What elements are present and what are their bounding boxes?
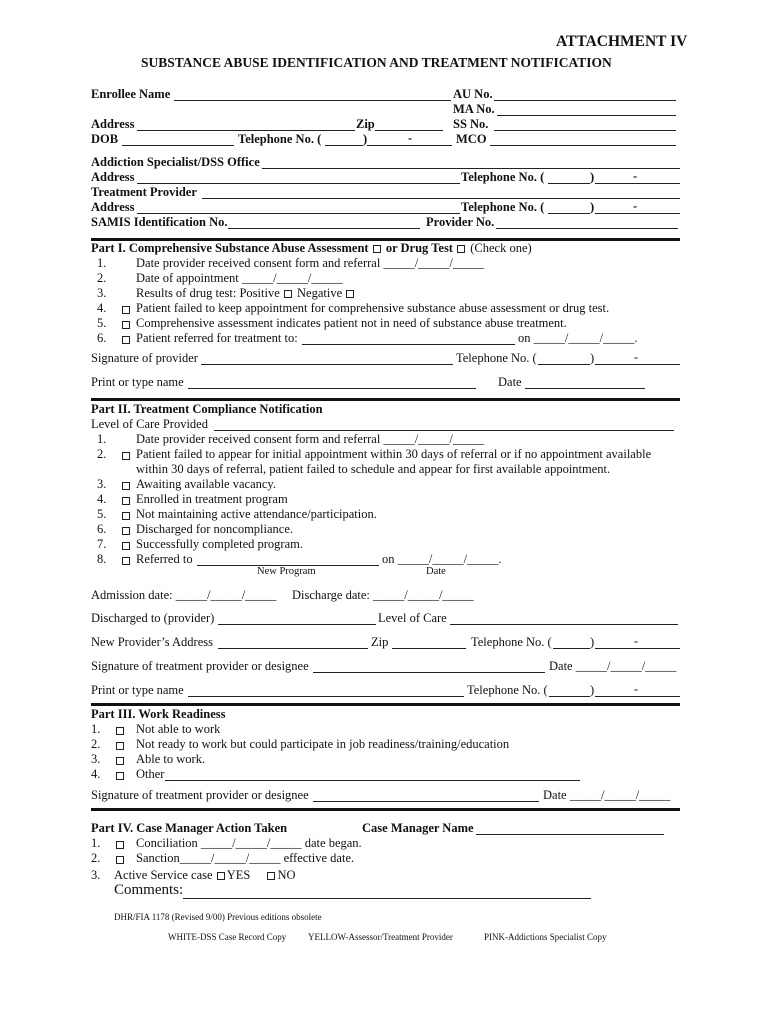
part2-item-6-checkbox[interactable] <box>122 527 130 535</box>
discharged-to-label: Discharged to (provider) <box>91 611 215 625</box>
part2-item-2-num: 2. <box>97 447 107 461</box>
part1-item-2-num: 2. <box>97 271 107 285</box>
drug-test-checkbox[interactable] <box>457 245 465 253</box>
part1-telephone-label: Telephone No. ( <box>456 351 537 365</box>
referred-treatment-field[interactable] <box>302 344 515 345</box>
provider-no-field[interactable] <box>496 228 678 229</box>
agency-telephone-number[interactable] <box>595 183 680 184</box>
mco-label: MCO <box>456 132 487 146</box>
positive-checkbox[interactable] <box>284 290 292 298</box>
part2-item-8-checkbox[interactable] <box>122 557 130 565</box>
provider-telephone-close: ) <box>590 200 595 214</box>
part1-telephone-close: ) <box>590 351 595 365</box>
part2-print-label: Print or type name <box>91 683 184 697</box>
part3-item-2-num: 2. <box>91 737 101 751</box>
part3-item-2-checkbox[interactable] <box>116 742 124 750</box>
dob-label: DOB <box>91 132 119 146</box>
divider-part3 <box>91 703 680 706</box>
yellow-copy: YELLOW-Assessor/Treatment Provider <box>308 932 453 942</box>
mco-field[interactable] <box>490 145 676 146</box>
part1-item-6-checkbox[interactable] <box>122 336 130 344</box>
discharge-date: Discharge date: _____/_____/_____ <box>292 588 474 602</box>
part3-signature-label: Signature of treatment provider or designee <box>91 788 309 802</box>
part2-print-telephone-label: Telephone No. ( <box>467 683 548 697</box>
part3-item-3-checkbox[interactable] <box>116 757 124 765</box>
case-manager-name-field[interactable] <box>476 834 664 835</box>
telephone-dash: - <box>408 131 413 145</box>
part2-print-telephone-close: ) <box>590 683 595 697</box>
dob-field[interactable] <box>122 145 234 146</box>
telephone-label: Telephone No. ( <box>238 132 322 146</box>
ss-field[interactable] <box>494 130 676 131</box>
level-of-care-label: Level of Care Provided <box>91 417 208 431</box>
part3-item-3-text: Able to work. <box>136 752 206 766</box>
part2-level-label: Level of Care <box>378 611 447 625</box>
part2-item-6-text: Discharged for noncompliance. <box>136 522 294 536</box>
part1-heading-c: (Check one) <box>470 241 532 255</box>
part3-item-1-num: 1. <box>91 722 101 736</box>
agency-telephone-area[interactable] <box>548 183 590 184</box>
agency-address-label: Address <box>91 170 135 184</box>
part1-signature-field[interactable] <box>201 364 453 365</box>
negative-checkbox[interactable] <box>346 290 354 298</box>
part3-heading: Part III. Work Readiness <box>91 707 226 721</box>
part2-item-3-text: Awaiting available vacancy. <box>136 477 276 491</box>
level-of-care-field[interactable] <box>214 430 674 431</box>
part2-item-5-num: 5. <box>97 507 107 521</box>
part2-item-8-text: Referred to <box>136 552 193 566</box>
part4-item-1-text: Conciliation _____/_____/_____ date began. <box>136 836 362 850</box>
part1-item-3-num: 3. <box>97 286 107 300</box>
part3-item-2-text: Not ready to work but could participate in job readiness/training/education <box>136 737 510 751</box>
part2-item-5-text: Not maintaining active attendance/participation. <box>136 507 377 521</box>
provider-telephone-dash: - <box>633 199 638 213</box>
comments-label: Comments: <box>114 882 184 898</box>
part3-item-1-checkbox[interactable] <box>116 727 124 735</box>
ma-field[interactable] <box>497 115 676 116</box>
agency-address-field[interactable] <box>137 183 460 184</box>
part1-heading-a: Part I. Comprehensive Substance Abuse Assessment <box>91 241 369 255</box>
part4-item-2-num: 2. <box>91 851 101 865</box>
part4-item-3-num: 3. <box>91 868 101 882</box>
part2-date: Date _____/_____/_____ <box>549 659 677 673</box>
yes-checkbox[interactable] <box>217 872 225 880</box>
part1-item-6-text: Patient referred for treatment to: <box>136 331 298 345</box>
part3-item-3-num: 3. <box>91 752 101 766</box>
part1-heading <box>91 241 532 256</box>
part1-print-label: Print or type name <box>91 375 184 389</box>
part2-signature-field[interactable] <box>313 672 545 673</box>
part1-item-3-text: Results of drug test: Positive <box>136 286 280 300</box>
white-copy: WHITE-DSS Case Record Copy <box>168 932 287 942</box>
part3-item-4-num: 4. <box>91 767 101 781</box>
treatment-provider-field[interactable] <box>202 198 680 199</box>
provider-telephone-number[interactable] <box>595 213 680 214</box>
part1-item-3-negative: Negative <box>297 286 343 300</box>
address-label: Address <box>91 117 135 131</box>
part1-heading-b: or Drug Test <box>385 241 453 255</box>
provider-telephone-label: Telephone No. ( <box>461 200 545 214</box>
part1-date-label: Date <box>498 375 522 389</box>
date-caption: Date <box>426 566 446 577</box>
part1-item-6-num: 6. <box>97 331 107 345</box>
part2-item-8-num: 8. <box>97 552 107 566</box>
case-manager-name-label: Case Manager Name <box>362 821 474 835</box>
part2-item-6-num: 6. <box>97 522 107 536</box>
au-label: AU No. <box>453 87 493 101</box>
new-address-field[interactable] <box>218 648 368 649</box>
addiction-office-label: Addiction Specialist/DSS Office <box>91 155 260 169</box>
attachment-label: ATTACHMENT IV <box>556 33 688 50</box>
discharged-to-field[interactable] <box>218 624 376 625</box>
part2-item-2-text: Patient failed to appear for initial appointment within 30 days of referral or if no appointment available <box>136 447 652 461</box>
part2-item-7-num: 7. <box>97 537 107 551</box>
part3-signature-field[interactable] <box>313 801 539 802</box>
no-label: NO <box>277 868 296 882</box>
part1-item-4-text: Patient failed to keep appointment for comprehensive substance abuse assessment or drug test. <box>136 301 610 315</box>
address-field[interactable] <box>137 130 355 131</box>
part1-item-2-text: Date of appointment _____/_____/_____ <box>136 271 343 285</box>
part1-item-1-num: 1. <box>97 256 107 270</box>
part2-item-3-num: 3. <box>97 477 107 491</box>
ss-label: SS No. <box>453 117 489 131</box>
part2-item-7-checkbox[interactable] <box>122 542 130 550</box>
samis-label: SAMIS Identification No. <box>91 215 228 229</box>
new-address-label: New Provider’s Address <box>91 635 213 649</box>
zip-label: Zip <box>356 117 375 131</box>
part1-telephone-dash: - <box>634 350 639 364</box>
agency-telephone-label: Telephone No. ( <box>461 170 545 184</box>
part2-telephone-close: ) <box>590 635 595 649</box>
provider-telephone-area[interactable] <box>548 213 590 214</box>
no-checkbox[interactable] <box>267 872 275 880</box>
pink-copy: PINK-Addictions Specialist Copy <box>484 932 607 942</box>
part2-item-2-checkbox[interactable] <box>122 452 130 460</box>
part2-telephone-label: Telephone No. ( <box>471 635 552 649</box>
part1-item-5-checkbox[interactable] <box>122 321 130 329</box>
part3-date: Date _____/_____/_____ <box>543 788 671 802</box>
part2-item-4-num: 4. <box>97 492 107 506</box>
divider-part2 <box>91 398 680 401</box>
part4-item-2-text: Sanction_____/_____/_____ effective date. <box>136 851 355 865</box>
part2-item-1-num: 1. <box>97 432 107 446</box>
part1-date-field[interactable] <box>525 388 645 389</box>
admission-date: Admission date: _____/_____/_____ <box>91 588 277 602</box>
form-number: DHR/FIA 1178 (Revised 9/00) Previous editions obsolete <box>114 912 322 922</box>
part4-item-2-checkbox[interactable] <box>116 856 124 864</box>
part2-item-4-text: Enrolled in treatment program <box>136 492 288 506</box>
enrollee-name-label: Enrollee Name <box>91 87 171 101</box>
active-service-label: Active Service case <box>114 868 213 882</box>
assessment-checkbox[interactable] <box>373 245 381 253</box>
part2-item-2-text2: within 30 days of referral, patient failed to schedule and appear for first available appointment. <box>136 462 611 476</box>
part2-telephone-area[interactable] <box>553 648 590 649</box>
part1-item-4-num: 4. <box>97 301 107 315</box>
comments-field[interactable] <box>183 898 591 899</box>
enrollee-name-field[interactable] <box>174 100 451 101</box>
addiction-office-field[interactable] <box>262 168 680 169</box>
provider-address-field[interactable] <box>137 213 460 214</box>
part2-print-field[interactable] <box>188 696 464 697</box>
agency-telephone-dash: - <box>633 169 638 183</box>
part2-level-field[interactable] <box>450 624 678 625</box>
part4-item-1-num: 1. <box>91 836 101 850</box>
part2-heading: Part II. Treatment Compliance Notification <box>91 402 323 416</box>
part4-item-3 <box>114 868 296 883</box>
part1-item-4-checkbox[interactable] <box>122 306 130 314</box>
telephone-close: ) <box>363 132 368 146</box>
part1-item-6-on: on _____/_____/_____. <box>518 331 638 345</box>
form-title: SUBSTANCE ABUSE IDENTIFICATION AND TREATMENT NOTIFICATION <box>141 55 612 70</box>
provider-address-label: Address <box>91 200 135 214</box>
part2-print-telephone-area[interactable] <box>549 696 590 697</box>
part2-item-5-checkbox[interactable] <box>122 512 130 520</box>
part1-item-1-text: Date provider received consent form and referral _____/_____/_____ <box>136 256 485 270</box>
part4-item-1-checkbox[interactable] <box>116 841 124 849</box>
au-field[interactable] <box>494 100 676 101</box>
treatment-provider-label: Treatment Provider <box>91 185 197 199</box>
part3-item-4-text: Other <box>136 767 165 781</box>
divider-part4 <box>91 808 680 811</box>
new-program-caption: New Program <box>257 566 316 577</box>
part2-print-telephone-dash: - <box>634 682 639 696</box>
part2-zip-field[interactable] <box>392 648 466 649</box>
part1-item-5-num: 5. <box>97 316 107 330</box>
part2-telephone-dash: - <box>634 634 639 648</box>
part2-item-4-checkbox[interactable] <box>122 497 130 505</box>
part2-item-3-checkbox[interactable] <box>122 482 130 490</box>
part1-item-5-text: Comprehensive assessment indicates patient not in need of substance abuse treatment. <box>136 316 567 330</box>
part2-item-7-text: Successfully completed program. <box>136 537 303 551</box>
samis-field[interactable] <box>228 228 420 229</box>
agency-telephone-close: ) <box>590 170 595 184</box>
provider-no-label: Provider No. <box>426 215 495 229</box>
part2-signature-label: Signature of treatment provider or designee <box>91 659 309 673</box>
part2-zip-label: Zip <box>371 635 389 649</box>
part3-item-1-text: Not able to work <box>136 722 221 736</box>
yes-label: YES <box>226 868 251 882</box>
telephone-area-field[interactable] <box>325 145 363 146</box>
ma-label: MA No. <box>453 102 495 116</box>
part1-item-3 <box>136 286 356 301</box>
part1-signature-label: Signature of provider <box>91 351 198 365</box>
part4-heading: Part IV. Case Manager Action Taken <box>91 821 288 835</box>
part1-telephone-area[interactable] <box>538 364 590 365</box>
part1-print-field[interactable] <box>188 388 476 389</box>
other-field[interactable] <box>165 780 580 781</box>
part3-item-4-checkbox[interactable] <box>116 772 124 780</box>
part2-item-1-text: Date provider received consent form and referral _____/_____/_____ <box>136 432 485 446</box>
part2-item-8-on: on _____/_____/_____. <box>382 552 502 566</box>
